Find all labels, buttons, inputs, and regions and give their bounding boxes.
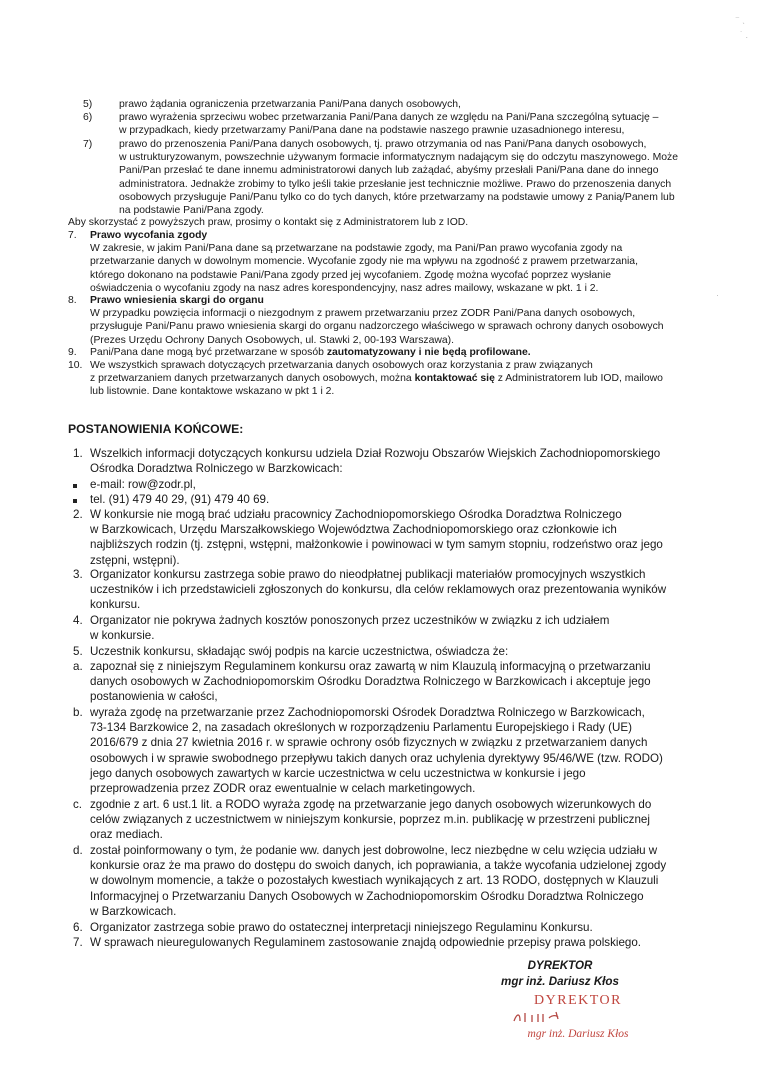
stamp-title: DYREKTOR bbox=[534, 993, 622, 1008]
item-number: 7) bbox=[83, 139, 93, 150]
signature-block bbox=[470, 958, 650, 990]
section-text-line: We wszystkich sprawach dotyczących przetwarzania danych osobowych oraz korzystania z praw związanych bbox=[90, 360, 593, 371]
section-text-bold: zautomatyzowany i nie będą profilowane. bbox=[326, 347, 531, 358]
bullet-icon bbox=[73, 499, 77, 503]
final-provisions-heading: POSTANOWIENIA KOŃCOWE: bbox=[68, 422, 244, 436]
section-number: 8. bbox=[68, 295, 77, 306]
bullet-icon bbox=[73, 484, 77, 488]
scan-mark: · bbox=[716, 290, 719, 300]
item-text-line: w ustrukturyzowanym, powszechnie używanym formacie informatycznym nadającym się do odczytu maszynowego. Może bbox=[119, 152, 679, 164]
final-item-b: b. wyraża zgodę na przetwarzanie przez Zachodniopomorski Ośrodek Doradztwa Rolniczego w Barzkowicach, 73-134 Barzkowice 2, na zasadach określonych w rozporządzeniu Parlamentu Europejskiego i Rady (UE) 2016/679 z dnia 27 kwietnia 2016 r. w sprawie ochrony osób fizycznych w związku z przetwarzaniem danych osobowych i w sprawie swobodnego przepływu takich danych oraz uchylenia dyrektywy 95/46/WE (tzw. RODO) jego danych osobowych zawartych w karcie uczestnictwa w celu uczestnictwa w konkursie i jego przeprowadzenia przez ZODR oraz ewentualnie w celach marketingowych. bbox=[73, 706, 663, 796]
item-text-line: w przypadkach, kiedy przetwarzamy Pani/Pana dane na podstawie naszego prawnie uzasadnionego interesu, bbox=[119, 125, 625, 137]
section-number: 7. bbox=[68, 230, 77, 241]
section-text-line: lub listownie. Dane kontaktowe wskazano w pkt 1 i 2. bbox=[90, 386, 335, 398]
final-item-1: 1. Wszelkich informacji dotyczących konkursu udziela Dział Rozwoju Obszarów Wiejskich Zachodniopomorskiego Ośrodka Doradztwa Rolniczego w Barzkowicach: bbox=[73, 447, 661, 476]
final-item-a: a. zapoznał się z niniejszym Regulaminem konkursu oraz zawartą w nim Klauzulą informacyjną o przetwarzaniu danych osobowych w Zachodniopomorskim Ośrodku Doradztwa Rolniczego w Barzkowicach i akceptuje jego postanowienia w całości, bbox=[73, 660, 651, 704]
section-text-line: W przypadku powzięcia informacji o niezgodnym z prawem przetwarzaniu przez ZODR Pani/Pana danych osobowych, bbox=[90, 308, 636, 320]
section-text-line: (Prezes Urzędu Ochrony Danych Osobowych, ul. Stawki 2, 00-193 Warszawa). bbox=[90, 334, 455, 346]
section-text-line: z przetwarzaniem danych przetwarzanych danych osobowych, można kontaktować się z Administratorem lub IOD, mailowo bbox=[90, 373, 663, 385]
final-item-d: d. został poinformowany o tym, że podanie ww. danych jest dobrowolne, lecz niezbędne w celu wzięcia udziału w konkursie oraz że ma prawo do dostępu do swoich danych, ich poprawiania, a także wycofania udzielonej zgody w dowolnym momencie, a także o pozostałych kwestiach wynikających z art. 13 RODO, dostępnych w Klauzuli Informacyjnej o Przetwarzaniu Danych Osobowych w Zachodniopomorskim Ośrodku Doradztwa Rolniczego w Barzkowicach. bbox=[73, 844, 667, 918]
section-number: 9. bbox=[68, 347, 77, 358]
section-9 bbox=[68, 346, 715, 359]
final-item-5: 5. Uczestnik konkursu, składając swój podpis na karcie uczestnictwa, oświadcza że: bbox=[73, 645, 509, 658]
scan-mark: ˙ . bbox=[740, 30, 748, 40]
section-number: 10. bbox=[68, 360, 83, 371]
section-8 bbox=[68, 294, 715, 347]
final-email: e-mail: row@zodr.pl, bbox=[73, 477, 711, 492]
item-text-line: osobowych przysługuje Pani/Panu tylko co do tych danych, które przetwarzamy na podstawie umowy z Panią/Panem lub bbox=[119, 191, 675, 203]
section-text-line: przetwarzanie danych w dowolnym momencie. Wycofanie zgody nie ma wpływu na zgodność z prawem przetwarzania, bbox=[90, 256, 638, 268]
stamp-name: mgr inż. Dariusz Kłos bbox=[527, 1028, 629, 1040]
signature-name: mgr inż. Dariusz Kłos bbox=[501, 975, 619, 988]
final-item-6: 6. Organizator zastrzega sobie prawo do ostatecznej interpretacji niniejszego Regulaminu Konkursu. bbox=[73, 921, 593, 934]
item-text-line: na podstawie Pani/Pana zgody. bbox=[119, 205, 264, 217]
section-text-line: oświadczenia o wycofaniu zgody na nasz adres korespondencyjny, nasz adres mailowy, wskazane w pkt. 1 i 2. bbox=[90, 282, 599, 294]
final-tel: tel. (91) 479 40 29, (91) 479 40 69. bbox=[73, 492, 711, 507]
item-text-line: administratora. Jednakże zrobimy to tylko jeśli takie przesłanie jest technicznie możliwe. Prawo do przenoszenia danych bbox=[119, 178, 672, 190]
right-item-7 bbox=[83, 138, 715, 217]
item-text-line: Pani/Pan przesłać te dane innemu administratorowi danych lub zażądać, abyśmy przesłali Pani/Pana dane do innego bbox=[119, 165, 659, 177]
right-item-5 bbox=[83, 98, 703, 111]
section-text-line: przysługuje Pani/Panu prawo wniesienia skargi do organu nadzorczego właściwego w sprawach ochrony danych osobowych bbox=[90, 321, 664, 333]
rights-contact: Aby skorzystać z powyższych praw, prosimy o kontakt się z Administratorem lub z IOD. bbox=[68, 217, 469, 228]
item-text: prawo żądania ograniczenia przetwarzania Pani/Pana danych osobowych, bbox=[119, 99, 461, 110]
final-item-3: 3. Organizator konkursu zastrzega sobie prawo do nieodpłatnej publikacji materiałów promocyjnych wszystkich uczestników i ich przedstawicieli zgłoszonych do konkursu, dla celów reklamowych oraz prezentowania wyników konkursu. bbox=[73, 568, 667, 612]
right-item-6 bbox=[83, 111, 715, 137]
item-text-line: prawo do przenoszenia Pani/Pana danych osobowych, tj. prawo otrzymania od nas Pani/Pana danych osobowych, bbox=[119, 139, 647, 150]
item-number: 6) bbox=[83, 112, 93, 123]
section-title: Prawo wycofania zgody bbox=[90, 230, 208, 241]
final-item-c: c. zgodnie z art. 6 ust.1 lit. a RODO wyraża zgodę na przetwarzanie jego danych osobowych wizerunkowych do celów związanych z uczestnictwem w niniejszym konkursie, poprzez m.in. publikację w przestrzeni publicznej oraz mediach. bbox=[73, 798, 652, 842]
section-7 bbox=[68, 229, 715, 295]
section-text-line: którego dokonano na podstawie Pani/Pana zgody przed jej wycofaniem. Zgodę można wycofać poprzez wysłanie bbox=[90, 269, 611, 281]
item-number: 5) bbox=[83, 99, 93, 110]
section-title: Prawo wniesienia skargi do organu bbox=[90, 295, 264, 306]
section-text: Pani/Pana dane mogą być przetwarzane w sposób bbox=[90, 347, 327, 358]
final-item-2: 2. W konkursie nie mogą brać udziału pracownicy Zachodniopomorskiego Ośrodka Doradztwa Rolniczego w Barzkowicach, Urzędu Marszałkowskiego Województwa Zachodniopomorskiego oraz członkowie ich najbliższych rodzin (tj. zstępni, wstępni, małżonkowie i powinowaci w tym samym stopniu, rodzeństwo oraz jego zstępni, wstępni). bbox=[73, 508, 663, 567]
section-text-line: W zakresie, w jakim Pani/Pana dane są przetwarzane na podstawie zgody, ma Pani/Pan prawo wycofania zgody na bbox=[90, 243, 623, 255]
director-stamp bbox=[498, 992, 658, 1041]
handwritten-signature bbox=[498, 1009, 658, 1027]
final-item-7: 7. W sprawach nieuregulowanych Regulaminem zastosowanie znajdą odpowiednie przepisy prawa polskiego. bbox=[73, 936, 642, 949]
final-item-4: 4. Organizator nie pokrywa żadnych kosztów ponoszonych przez uczestników w związku z ich udziałem w konkursie. bbox=[73, 614, 610, 643]
signature-title: DYREKTOR bbox=[527, 959, 593, 972]
scan-mark: ⁻ ˎ bbox=[735, 14, 746, 24]
section-10 bbox=[68, 359, 715, 399]
item-text-line: prawo wyrażenia sprzeciwu wobec przetwarzania Pani/Pana danych ze względu na Pani/Pana szczególną sytuację – bbox=[119, 112, 659, 123]
